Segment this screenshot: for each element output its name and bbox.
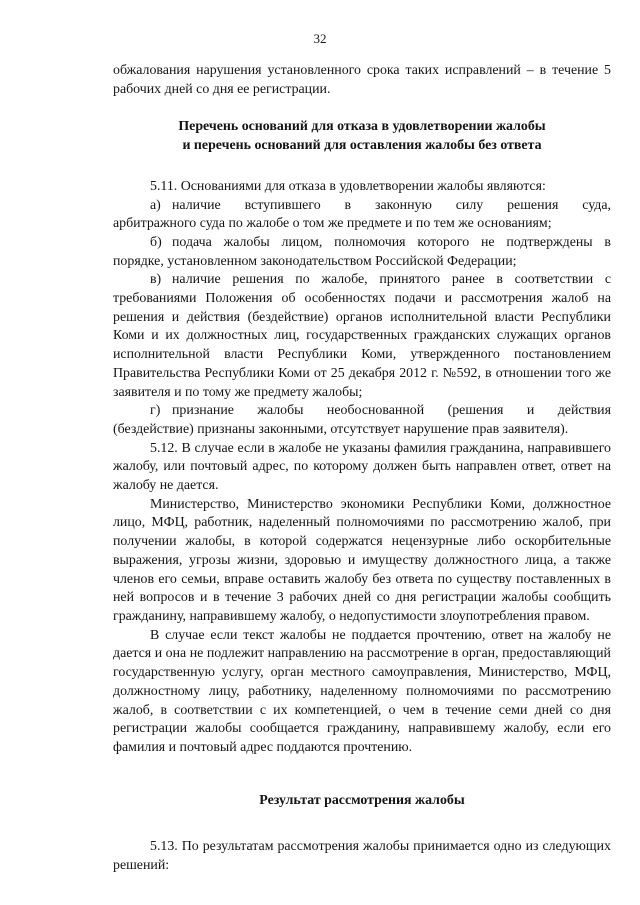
paragraph-5-11: 5.11. Основаниями для отказа в удовлетворении жалобы являются:	[150, 178, 546, 194]
list-item-first-line: подача жалобы лицом, полномочия которого не подтверждены в	[172, 234, 611, 250]
section-heading-refusal-line2: и перечень оснований для оставления жалобы без ответа	[182, 138, 542, 154]
intro-paragraph: обжалования нарушения установленного срока таких исправлений – в течение 5 рабочих дней со дня ее регистрации.	[113, 63, 611, 97]
list-item-first-line: признание жалобы необоснованной (решения и действия	[172, 403, 611, 419]
list-item-first-line: наличие решения по жалобе, принятого ранее в соответствии с	[172, 272, 611, 288]
section-heading-refusal-line1: Перечень оснований для отказа в удовлетворении жалобы	[178, 119, 546, 135]
list-item-label: а)	[150, 197, 161, 213]
page-number: 32	[313, 31, 327, 46]
paragraph-unreadable-text: В случае если текст жалобы не поддается прочтению, ответ на жалобу не дается и она не подлежит направлению на рассмотрение в орган, предоставляющий государственную услугу, орган местного самоуправления, Министерство, МФЦ, должностному лицу, работнику, наделенному полномочиями по рассмотрению жалоб, в соответствии с их компетенцией, о чем в течение семи дней со дня регистрации жалобы сообщается гражданину, направившему жалобу, если его фамилия и почтовый адрес поддаются прочтению.	[113, 627, 611, 755]
paragraph-ministry: Министерство, Министерство экономики Республики Коми, должностное лицо, МФЦ, работник, наделенный полномочиями по рассмотрению жалоб, при получении жалобы, в которой содержатся нецензурные либо оскорбительные выражения, угрозы жизни, здоровью и имуществу должностного лица, а также членов его семьи, вправе оставить жалобу без ответа по существу поставленных в ней вопросов и в течение 3 рабочих дней со дня регистрации жалобы сообщить гражданину, направившему жалобу, о недопустимости злоупотребления правом.	[113, 496, 611, 624]
refusal-list-item-b	[113, 234, 611, 271]
list-item-label: б)	[150, 234, 162, 250]
document-body	[113, 62, 611, 876]
paragraph-5-12: 5.12. В случае если в жалобе не указаны фамилия гражданина, направившего жалобу, или почтовый адрес, по которому должен быть направлен ответ, ответ на жалобу не дается.	[113, 440, 611, 494]
refusal-list-item-v	[113, 271, 611, 402]
refusal-list-item-a	[113, 197, 611, 234]
list-item-continuation: порядке, установленном законодательством Российской Федерации;	[113, 253, 517, 269]
list-item-continuation: арбитражного суда по жалобе о том же предмете и по тем же основаниям;	[113, 216, 552, 232]
paragraph-5-13: 5.13. По результатам рассмотрения жалобы принимается одно из следующих решений:	[113, 839, 611, 874]
list-item-label: г)	[150, 403, 161, 419]
section-heading-result: Результат рассмотрения жалобы	[259, 792, 465, 808]
list-item-label: в)	[150, 272, 162, 288]
list-item-first-line: наличие вступившего в законную силу решения суда,	[172, 197, 611, 213]
refusal-list-item-g	[113, 402, 611, 439]
list-item-continuation: (бездействие) признаны законными, отсутствует нарушение прав заявителя).	[113, 421, 569, 437]
list-item-continuation: требованиями Положения об особенностях подачи и рассмотрения жалоб на решения и действия (бездействие) органов исполнительной власти Республики Коми и их должностных лиц, государственных гражданских служащих органов исполнительной власти Республики Коми, утвержденного постановлением Правительства Республики Коми от 25 декабря 2012 г. №592, в отношении того же заявителя и по тому же предмету жалобы;	[113, 291, 611, 400]
